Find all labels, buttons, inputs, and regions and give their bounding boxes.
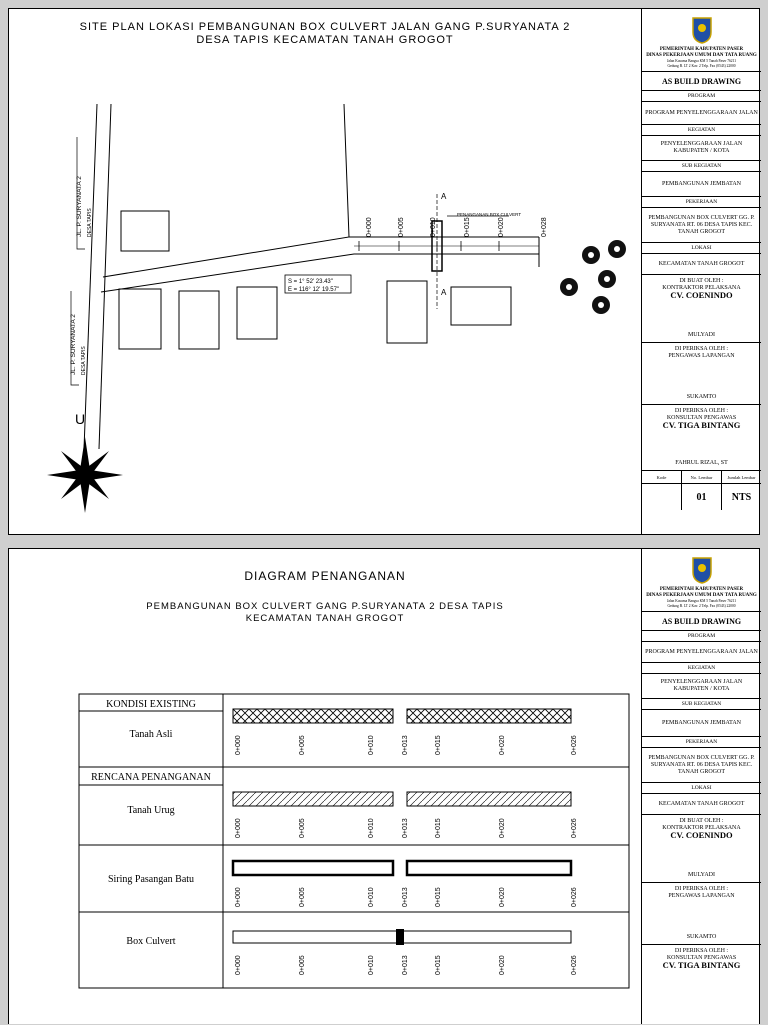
kegiatan-value: PENYELENGGARAAN JALAN KABUPATEN / KOTA [642,135,761,160]
siring-bar-left [233,861,393,875]
north-label: U [75,411,86,427]
org-address: Jalan Kusuma Bangsa KM 5 Tanah Paser 76211 [666,59,737,63]
station-label: 0+010 [368,735,375,755]
road-label-1: JL. P. SURYANATA 2 [76,176,83,237]
dibuat-label: DI BUAT OLEH : [679,818,724,824]
regency-emblem-icon [691,16,713,44]
station-label: 0+020 [499,955,506,975]
station-label: 0+010 [368,955,375,975]
lokasi-value: KECAMATAN TANAH GROGOT [642,793,761,814]
pekerjaan-label: PEKERJAAN [642,196,761,207]
section-marker-bottom: A [441,288,447,297]
supervisor-section [642,882,761,944]
station-label: 0+015 [435,887,442,907]
station-label: 0+013 [402,818,409,838]
drawing-type: AS BUILD DRAWING [642,71,761,90]
contractor-section [642,274,761,342]
building [179,291,219,349]
org-department: DINAS PEKERJAAN UMUM DAN TATA RUANG [646,53,757,58]
pekerjaan-value: PEMBANGUNAN BOX CULVERT GG. P. SURYANATA RT. 06 DESA TAPIS KEC. TANAH GROGOT [642,207,761,242]
culvert-label: PENANGANAN BOX CULVERT [457,212,522,217]
diagram-sheet [8,548,760,1024]
lokasi-value: KECAMATAN TANAH GROGOT [642,253,761,274]
sub-kegiatan-label: SUB KEGIATAN [642,160,761,171]
station-label: 0+026 [571,818,578,838]
station-label: 0+000 [235,887,242,907]
regency-logo [642,549,761,587]
station-label: 0+000 [366,217,373,237]
station-label: 0+020 [498,217,505,237]
building [119,289,161,349]
sheet-number: 01 [681,484,721,510]
supervisor-person: SUKAMTO [686,394,717,400]
station-label: 0+026 [571,887,578,907]
section-marker-top: A [441,192,447,201]
skala-label: Jumlah Lembar [721,471,761,483]
station-label: 0+005 [398,217,405,237]
site-plan-title-line1: SITE PLAN LOKASI PEMBANGUNAN BOX CULVERT JALAN GANG P.SURYANATA 2 [79,21,571,33]
station-label: 0+015 [435,818,442,838]
program-label: PROGRAM [642,630,761,641]
diagram-drawing [9,549,641,1024]
station-label: 0+000 [235,818,242,838]
siring-bar-right [407,861,571,875]
coordinate-latitude: S = 1° 52' 23.43" [288,279,333,285]
section-header-existing: KONDISI EXISTING [106,699,196,710]
station-label: 0+015 [435,735,442,755]
consultant-section [642,944,761,984]
contractor-person: MULYADI [687,872,716,878]
station-label: 0+020 [499,818,506,838]
dibuat-label: KONTRAKTOR PELAKSANA [662,825,741,831]
konsultan-label: DI PERIKSA OLEH : [674,948,729,954]
dibuat-label: DI BUAT OLEH : [679,278,724,284]
station-label: 0+000 [235,955,242,975]
no-lembar-label: No. Lembar [681,471,721,483]
diperiksa-label: PENGAWAS LAPANGAN [668,893,735,899]
treatment-diagram [9,549,641,1025]
row-label-siring: Siring Pasangan Batu [107,874,195,885]
title-block [641,549,761,1024]
org-address: Gedung B. LT 2 Kav. 2 Telp. Fax (0543) 22000 [667,63,736,68]
pekerjaan-label: PEKERJAAN [642,736,761,747]
org-name: PEMERINTAH KABUPATEN PASER [659,47,744,52]
station-label: 0+013 [402,735,409,755]
pekerjaan-value: PEMBANGUNAN BOX CULVERT GG. P. SURYANATA RT. 06 DESA TAPIS KEC. TANAH GROGOT [642,747,761,782]
diagram-subtitle-line2: KECAMATAN TANAH GROGOT [245,613,405,624]
station-label: 0+020 [499,887,506,907]
regency-emblem-icon [691,556,713,584]
sub-kegiatan-value: PEMBANGUNAN JEMBATAN [642,171,761,196]
site-plan-map [9,9,641,536]
supervisor-section [642,342,761,404]
consultant-person: FAHRUL RIZAL, ST [675,460,728,466]
station-label: 0+026 [571,955,578,975]
road-label-2b: DESA TAPIS [81,346,87,375]
station-label: 0+005 [299,887,306,907]
building [387,281,427,343]
station-label: 0+010 [368,887,375,907]
regency-logo [642,9,761,47]
program-value: PROGRAM PENYELENGGARAAN JALAN [642,101,761,124]
kode-value [642,484,681,510]
station-label: 0+015 [435,955,442,975]
consultant-name: CV. TIGA BINTANG [662,960,741,970]
station-label: 0+028 [541,217,548,237]
kegiatan-label: KEGIATAN [642,124,761,135]
program-label: PROGRAM [642,90,761,101]
station-label: 0+005 [299,955,306,975]
title-block [641,9,761,534]
box-culvert-marker [396,929,404,945]
site-plan-title-line2: DESA TAPIS KECAMATAN TANAH GROGOT [196,34,454,46]
sub-kegiatan-value: PEMBANGUNAN JEMBATAN [642,709,761,736]
station-label: 0+010 [368,818,375,838]
kode-label: Kode [656,474,667,480]
station-label: 0+010 [430,217,437,237]
sheet-info-header [642,470,761,483]
building [451,287,511,325]
station-label: 0+026 [571,735,578,755]
diperiksa-label: PENGAWAS LAPANGAN [668,353,735,359]
scale-value: NTS [721,484,761,510]
konsultan-label: DI PERIKSA OLEH : [674,408,729,414]
lokasi-label: LOKASI [642,782,761,793]
tanah-urug-bar-left [233,792,393,806]
station-label: 0+013 [402,955,409,975]
compass-rose-icon [47,437,123,513]
row-label-box-culvert: Box Culvert [126,936,176,947]
lokasi-label: LOKASI [642,242,761,253]
building [121,211,169,251]
org-address: Gedung B. LT 2 Kav. 2 Telp. Fax (0543) 22000 [667,603,736,608]
contractor-person: MULYADI [687,332,716,338]
building [237,287,277,339]
diperiksa-label: DI PERIKSA OLEH : [674,886,729,892]
kegiatan-value: PENYELENGGARAAN JALAN KABUPATEN / KOTA [642,673,761,698]
consultant-name: CV. TIGA BINTANG [662,420,741,430]
site-plan-drawing [9,9,641,534]
sub-kegiatan-label: SUB KEGIATAN [642,698,761,709]
program-value: PROGRAM PENYELENGGARAAN JALAN [642,641,761,662]
diagram-subtitle-line1: PEMBANGUNAN BOX CULVERT GANG P.SURYANATA 2 DESA TAPIS [146,601,504,612]
kegiatan-label: KEGIATAN [642,662,761,673]
diagram-title: DIAGRAM PENANGANAN [244,569,406,583]
road-label-2: JL. P. SURYANATA 2 [70,314,77,375]
diperiksa-label: DI PERIKSA OLEH : [674,346,729,352]
station-label: 0+000 [235,735,242,755]
drawing-type: AS BUILD DRAWING [642,611,761,630]
site-plan-sheet [8,8,760,535]
section-header-plan: RENCANA PENANGANAN [91,772,211,783]
station-label: 0+020 [499,735,506,755]
tanah-asli-bar-left [233,709,393,723]
road-label-1b: DESA TAPIS [87,208,93,237]
row-label-tanah-asli: Tanah Asli [129,729,173,740]
konsultan-label: KONSULTAN PENGAWAS [666,955,737,961]
contractor-name: CV. COENINDO [670,830,733,840]
row-label-tanah-urug: Tanah Urug [127,805,175,816]
station-label: 0+015 [464,217,471,237]
station-label: 0+005 [299,735,306,755]
dibuat-label: KONTRAKTOR PELAKSANA [662,285,741,291]
station-label: 0+005 [299,818,306,838]
konsultan-label: KONSULTAN PENGAWAS [666,415,737,421]
supervisor-person: SUKAMTO [686,934,717,940]
road-edge-left [84,104,97,449]
org-department: DINAS PEKERJAAN UMUM DAN TATA RUANG [646,593,757,598]
contractor-section [642,814,761,882]
org-address: Jalan Kusuma Bangsa KM 5 Tanah Paser 76211 [666,599,737,603]
station-label: 0+013 [402,887,409,907]
org-name: PEMERINTAH KABUPATEN PASER [659,587,744,592]
contractor-name: CV. COENINDO [670,290,733,300]
consultant-section [642,404,761,470]
coordinate-longitude: E = 116° 12' 19.57" [288,287,340,293]
tanah-urug-bar-right [407,792,571,806]
tanah-asli-bar-right [407,709,571,723]
sheet-info-values [642,483,761,510]
